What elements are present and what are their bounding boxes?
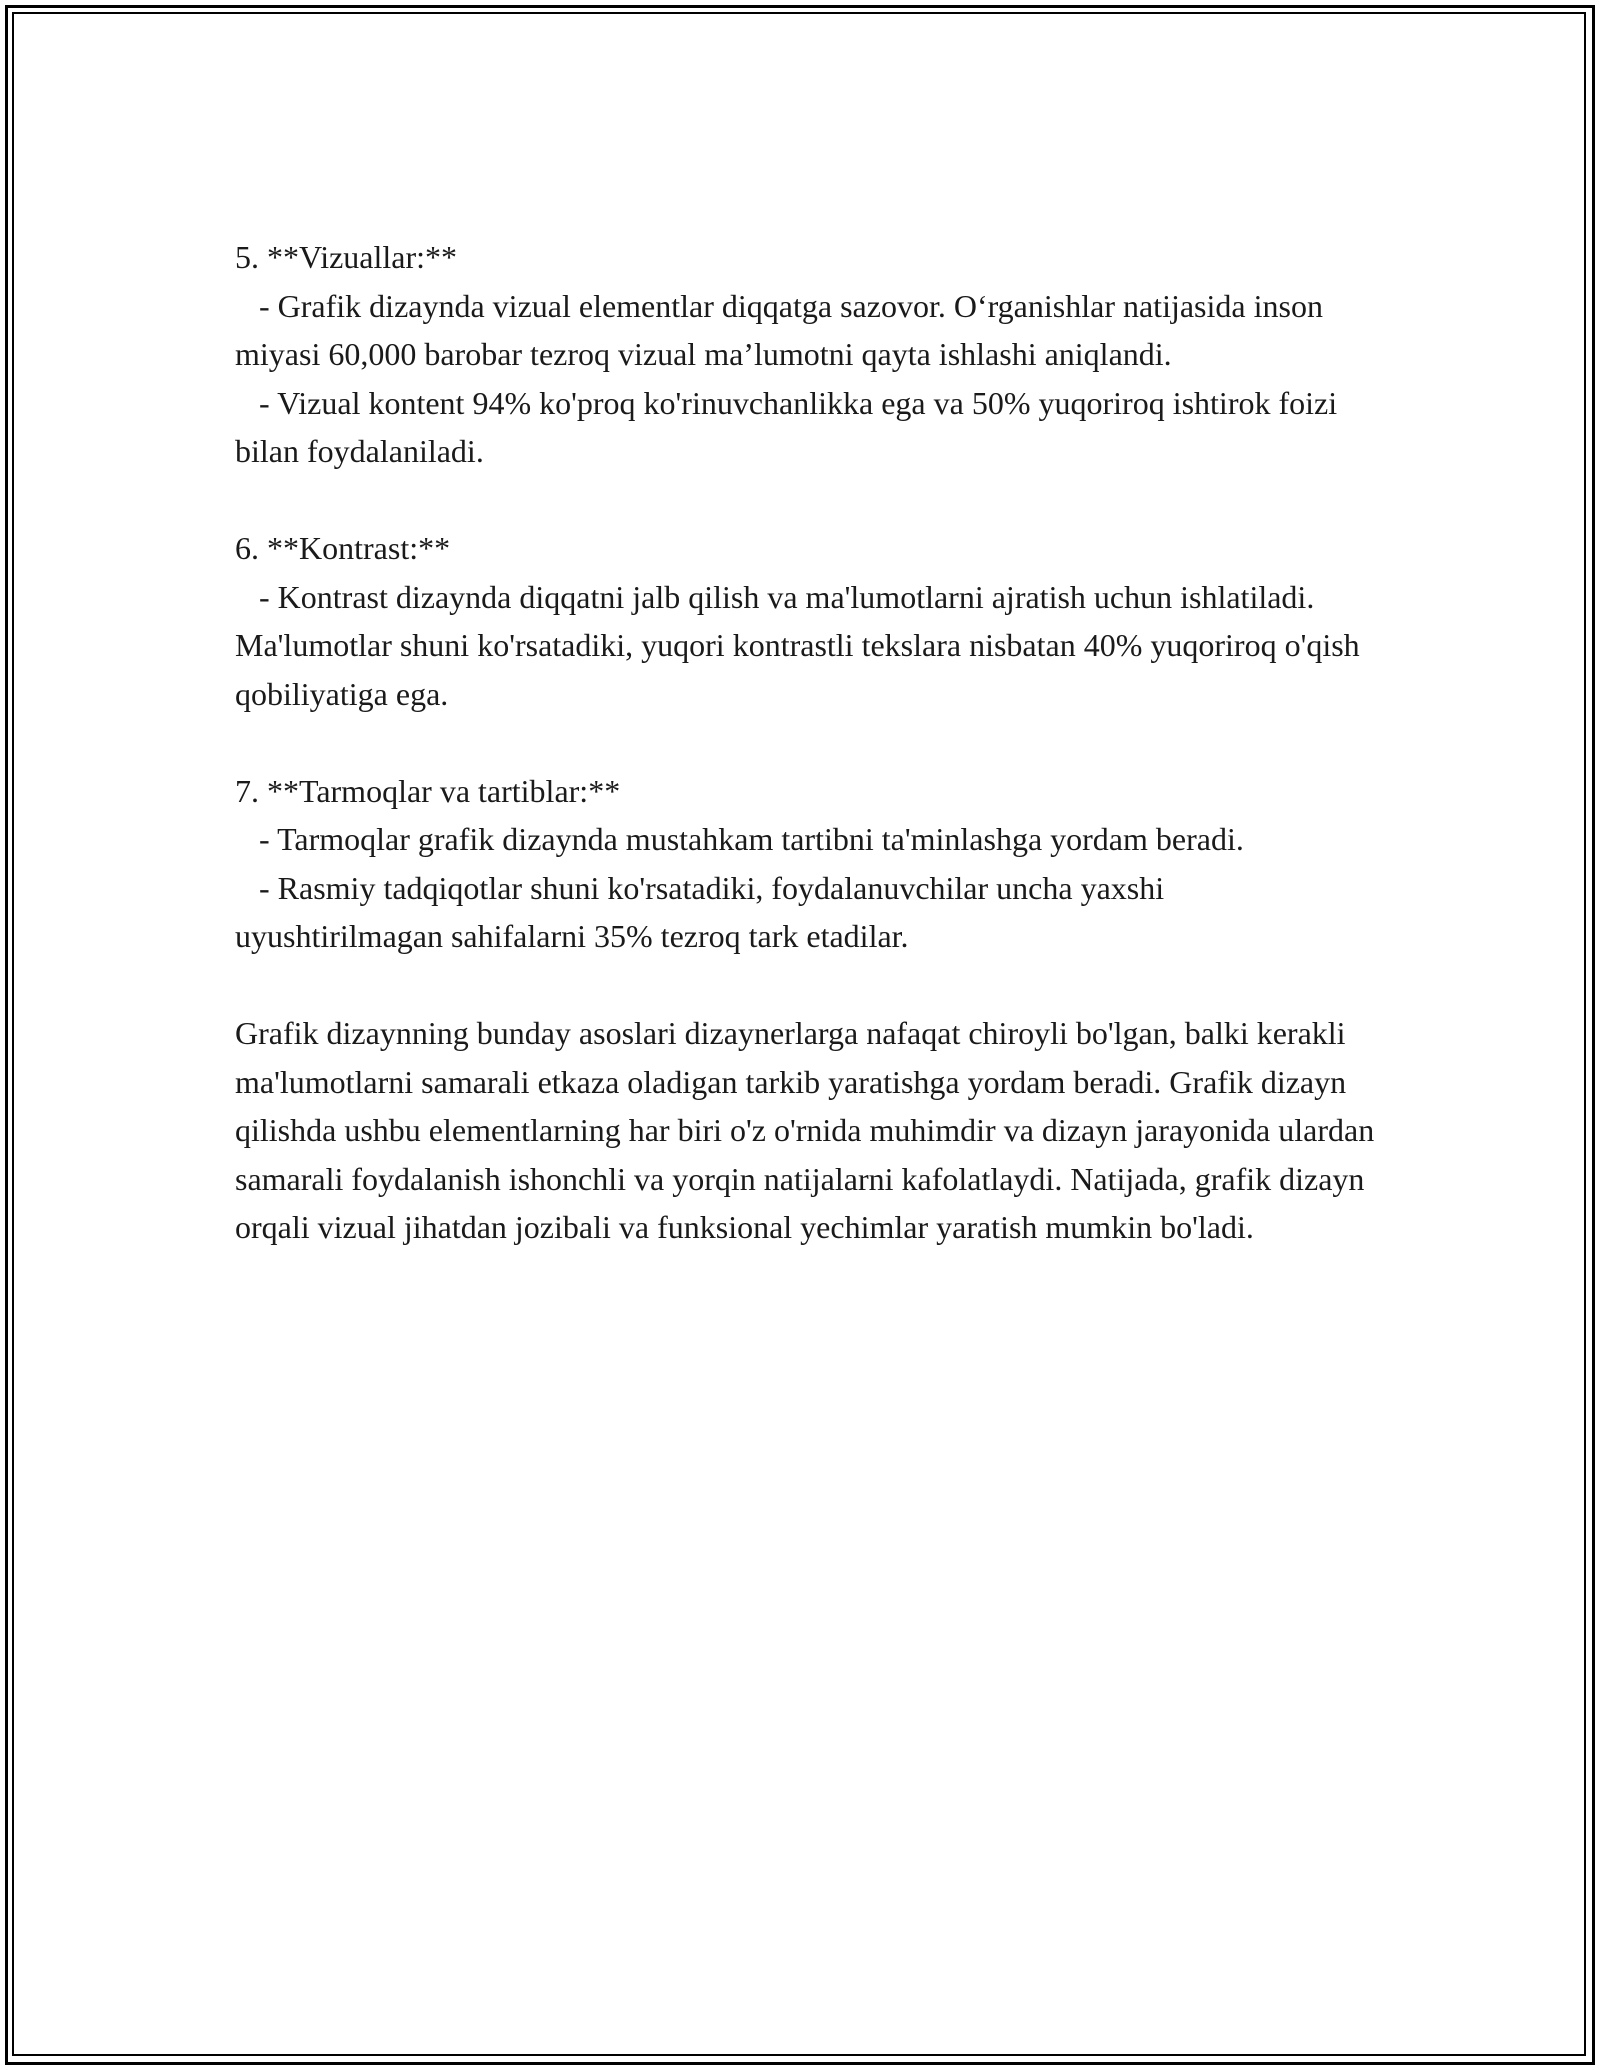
section-heading-kontrast: 6. **Kontrast:** (235, 530, 451, 566)
section-heading-vizuallar: 5. **Vizuallar:** (235, 239, 458, 275)
bullet-tarmoqlar-2: - Rasmiy tadqiqotlar shuni ko'rsatadiki, foydalanuvchilar uncha yaxshi uyushtirilmagan sahifalarni 35% tezroq tark etadilar. (235, 869, 1173, 954)
conclusion-paragraph: Grafik dizaynning bunday asoslari dizaynerlarga nafaqat chiroyli bo'lgan, balki kerakli ma'lumotlarni samarali etkaza oladigan tarkib yaratishga yordam beradi. Grafik dizayn qilishda ushbu elementlarning har biri o'z o'rnida muhimdir va dizayn jarayonida ulardan samarali foydalanish ishonchli va yorqin natijalarni kafolatlaydi. Natijada, grafik dizayn orqali vizual jihatdan jozibali va funksional yechimlar yaratish mumkin bo'ladi. (235, 1015, 1375, 1245)
paragraph-spacer (235, 961, 1375, 1010)
bullet-vizuallar-2: - Vizual kontent 94% ko'proq ko'rinuvchanlikka ega va 50% yuqoriroq ishtirok foizi bilan foydalaniladi. (235, 384, 1346, 469)
bullet-vizuallar-1: - Grafik dizaynda vizual elementlar diqqatga sazovor. O‘rganishlar natijasida inson miyasi 60,000 barobar tezroq vizual ma’lumotni qayta ishlashi aniqlandi. (235, 287, 1331, 372)
bullet-tarmoqlar-1: - Tarmoqlar grafik dizaynda mustahkam tartibni ta'minlashga yordam beradi. (235, 821, 1244, 857)
bullet-kontrast-1: - Kontrast dizaynda diqqatni jalb qilish va ma'lumotlarni ajratish uchun ishlatiladi. Ma'lumotlar shuni ko'rsatadiki, yuqori kontrastli tekslara nisbatan 40% yuqoriroq o'qish qobiliyatiga ega. (235, 578, 1368, 712)
section-heading-tarmoqlar: 7. **Tarmoqlar va tartiblar:** (235, 772, 621, 809)
paragraph-spacer (235, 476, 1375, 525)
paragraph-spacer (235, 718, 1375, 767)
document-body (235, 233, 1375, 1252)
